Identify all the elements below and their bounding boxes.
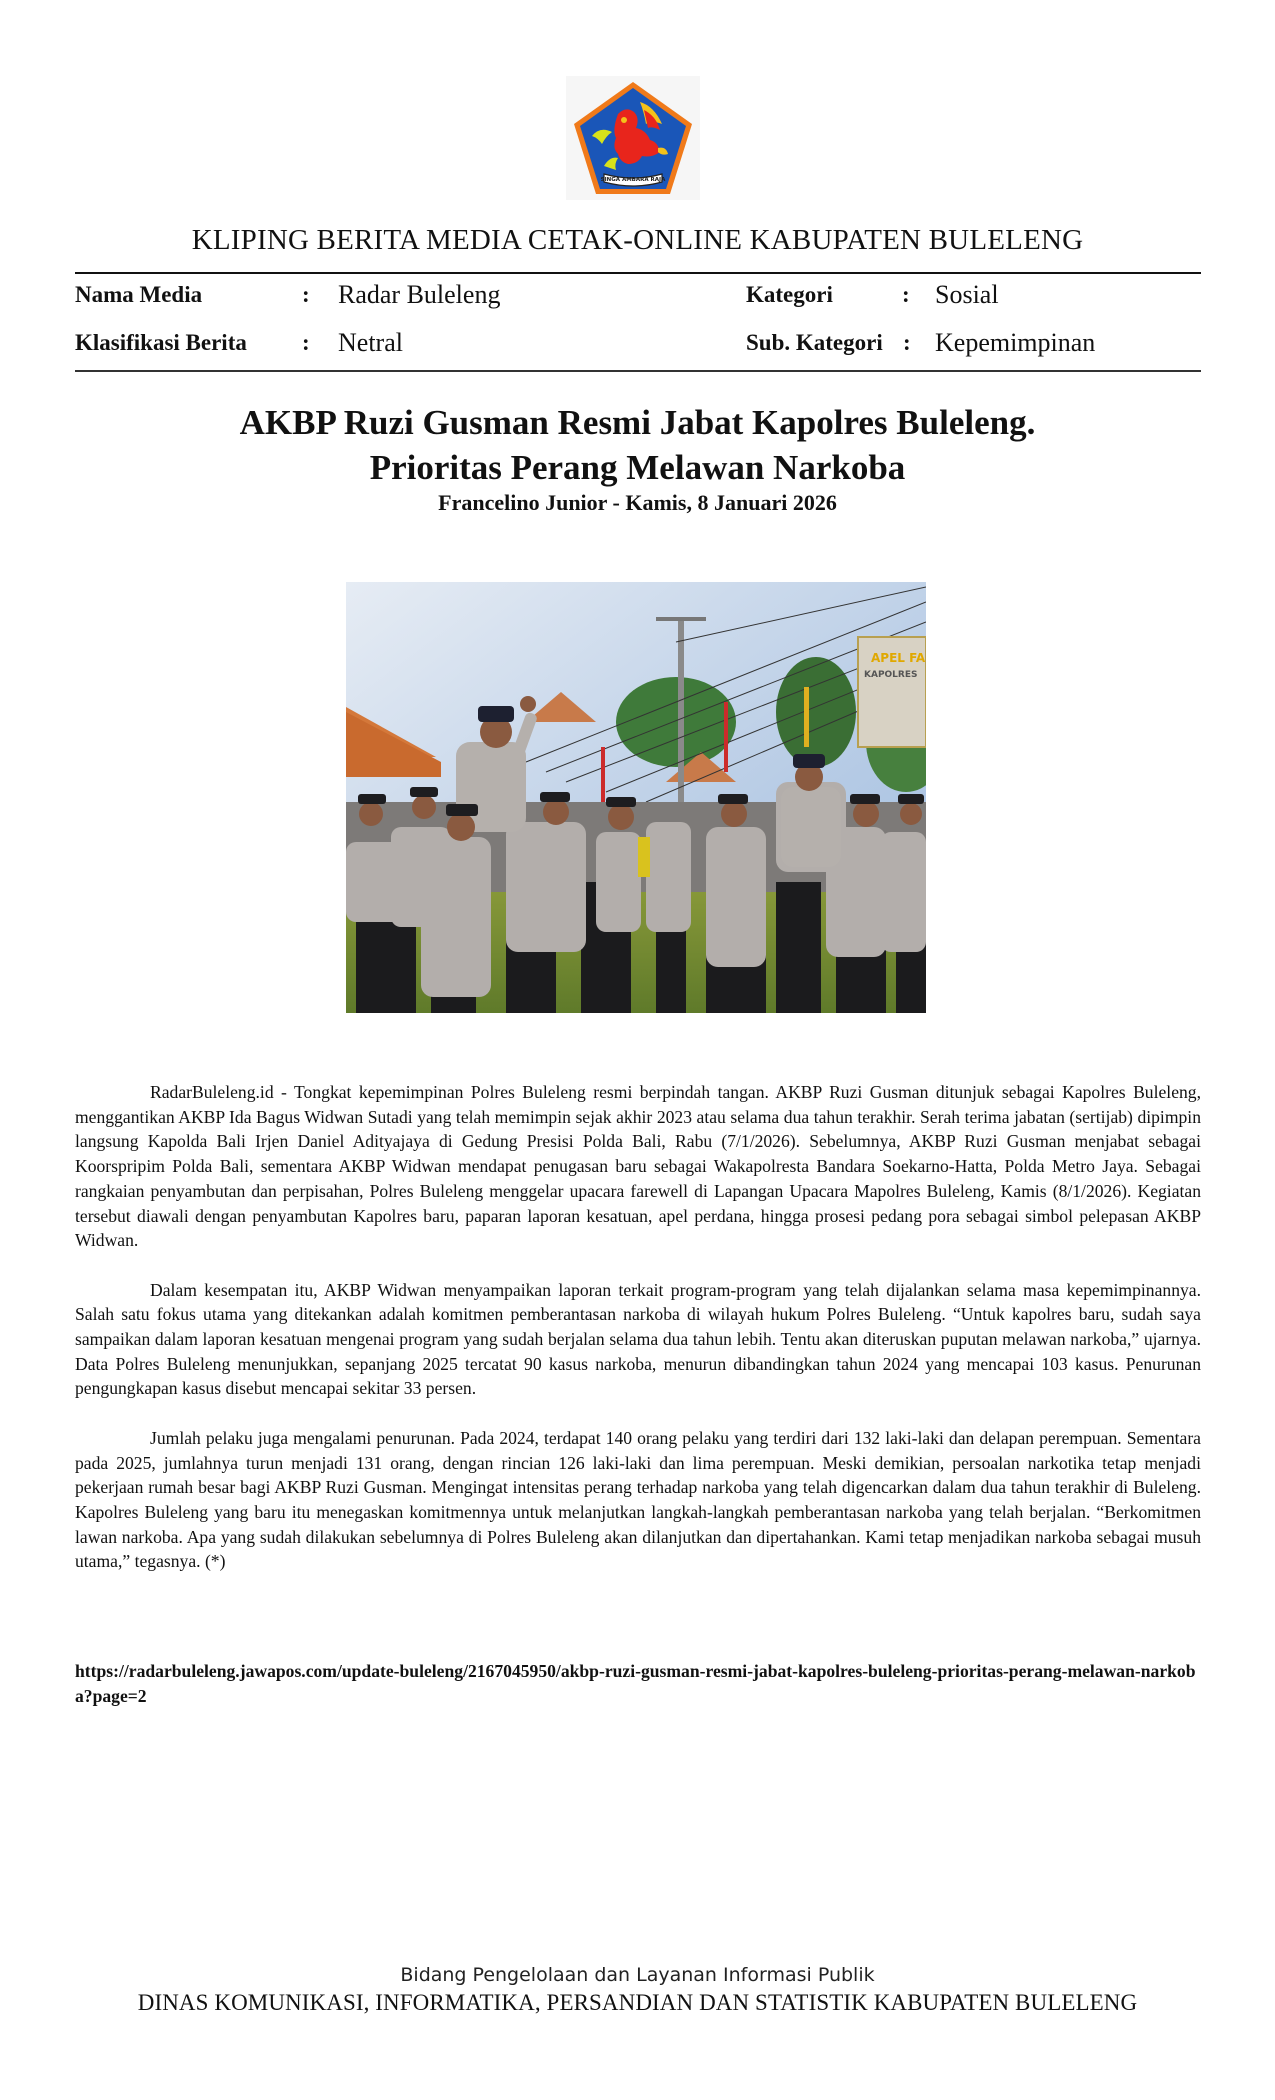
klasifikasi-berita-colon: :: [302, 330, 310, 355]
klasifikasi-berita-value: Netral: [338, 328, 403, 357]
footer-subtitle: Bidang Pengelolaan dan Layanan Informasi Publik: [400, 1964, 875, 1986]
nama-media-value: Radar Buleleng: [338, 280, 501, 309]
article-paragraph: Jumlah pelaku juga mengalami penurunan. Pada 2024, terdapat 140 orang pelaku yang terdiri dari 132 laki-laki dan delapan perempuan. Sementara pada 2025, jumlahnya turun menjadi 131 orang, dengan rincian 126 laki-laki dan lima perempuan. Meski demikian, persoalan narkotika tetap menjadi pekerjaan rumah besar bagi AKBP Ruzi Gusman. Mengingat intensitas perang terhadap narkoba yang telah digencarkan dalam dua tahun terakhir di Buleleng. Kapolres Buleleng yang baru itu menegaskan komitmennya untuk melanjutkan langkah-langkah pemberantasan narkoba yang telah berjalan. “Berkomitmen lawan narkoba. Apa yang sudah dilakukan sebelumnya di Polres Buleleng akan dilanjutkan dan dipertahankan. Kami tetap menjadikan narkoba sebagai musuh utama,” tegasnya. (*): [75, 1427, 1201, 1572]
header-divider-bottom: [75, 370, 1201, 372]
article-body: [75, 1080, 1201, 1599]
kabupaten-buleleng-logo: [566, 76, 700, 200]
article-byline: Francelino Junior - Kamis, 8 Januari 2026: [438, 490, 837, 515]
kategori-value: Sosial: [935, 280, 999, 309]
svg-text:SINGA AMBARA RAJA: SINGA AMBARA RAJA: [600, 177, 666, 183]
nama-media-label: Nama Media: [75, 282, 203, 307]
headline-line-1: AKBP Ruzi Gusman Resmi Jabat Kapolres Buleleng.: [239, 403, 1036, 442]
kategori-label: Kategori: [746, 282, 833, 307]
headline-line-2: Prioritas Perang Melawan Narkoba: [369, 448, 906, 487]
footer-department: DINAS KOMUNIKASI, INFORMATIKA, PERSANDIAN DAN STATISTIK KABUPATEN BULELENG: [137, 1990, 1138, 2015]
kategori-colon: :: [902, 282, 910, 307]
nama-media-colon: :: [302, 282, 310, 307]
article-paragraph: RadarBuleleng.id - Tongkat kepemimpinan Polres Buleleng resmi berpindah tangan. AKBP Ruzi Gusman ditunjuk sebagai Kapolres Buleleng, menggantikan AKBP Ida Bagus Widwan Sutadi yang telah memimpin sejak akhir 2023 atau selama dua tahun terakhir. Serah terima jabatan (sertijab) dipimpin langsung Kapolda Bali Irjen Daniel Adityajaya di Gedung Presisi Polda Bali, Rabu (7/1/2026). Sebelumnya, AKBP Ruzi Gusman menjabat sebagai Koorspripim Polda Bali, sementara AKBP Widwan mendapat penugasan baru sebagai Wakapolresta Bandara Soekarno-Hatta, Polda Metro Jaya. Sebagai rangkaian penyambutan dan perpisahan, Polres Buleleng menggelar upacara farewell di Lapangan Upacara Mapolres Buleleng, Kamis (8/1/2026). Kegiatan tersebut diawali dengan penyambutan Kapolres baru, paparan laporan kesatuan, apel perdana, hingga prosesi pedang pora sebagai simbol pelepasan AKBP Widwan.: [75, 1082, 1201, 1251]
sub-kategori-colon: :: [903, 330, 911, 355]
header-divider-top: [75, 272, 1201, 274]
document-title: KLIPING BERITA MEDIA CETAK-ONLINE KABUPATEN BULELENG: [191, 224, 1084, 256]
article-headline: [0, 400, 1275, 490]
police-farewell-photo-icon: [346, 582, 926, 1013]
sub-kategori-value: Kepemimpinan: [935, 328, 1096, 357]
svg-text:KAPOLRES: KAPOLRES: [864, 670, 918, 680]
article-paragraph: Dalam kesempatan itu, AKBP Widwan menyampaikan laporan terkait program-program yang telah dijalankan selama masa kepemimpinannya. Salah satu fokus utama yang ditekankan adalah komitmen pemberantasan narkoba di wilayah hukum Polres Buleleng. “Untuk kapolres baru, sudah saya sampaikan dalam laporan kesatuan mengenai program yang sudah berjalan selama dua tahun lebih. Tentu akan diteruskan puputan melawan narkoba,” ujarnya. Data Polres Buleleng menunjukkan, sepanjang 2025 tercatat 90 kasus narkoba, menurun dibandingkan tahun 2024 yang mencapai 103 kasus. Penurunan pengungkapan kasus disebut mencapai sekitar 33 persen.: [75, 1279, 1201, 1399]
sub-kategori-label: Sub. Kategori: [746, 330, 883, 355]
source-url-link[interactable]: https://radarbuleleng.jawapos.com/update-buleleng/2167045950/akbp-ruzi-gusman-resmi-jabat-kapolres-buleleng-prioritas-perang-melawan-narkoba?page=2: [75, 1661, 1196, 1706]
klasifikasi-berita-label: Klasifikasi Berita: [75, 330, 247, 355]
article-photo: [346, 582, 926, 1013]
singa-ambara-raja-emblem-icon: [566, 76, 700, 200]
svg-text:APEL FA: APEL FA: [871, 651, 926, 665]
